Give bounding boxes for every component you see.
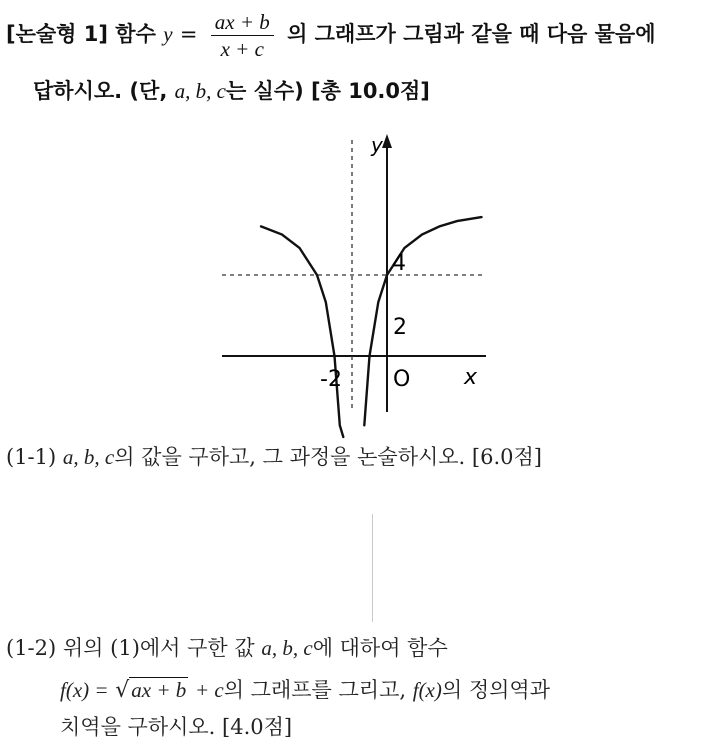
problem-tag: [논술형 1]	[6, 22, 108, 46]
function-var: y	[163, 22, 173, 46]
question-1-2-text-a: 위의 (1)에서 구한 값	[62, 636, 255, 660]
fraction-denominator: x + c	[220, 36, 264, 61]
question-1-1-text: 의 값을 구하고, 그 과정을 논술하시오. [6.0점]	[114, 445, 542, 469]
answer-space-divider	[372, 514, 373, 622]
x-axis-label: x	[464, 365, 478, 390]
question-1-2-line2-b: 의 정의역과	[441, 678, 550, 702]
y-axis-arrow-icon	[382, 134, 392, 148]
y-axis-label: y	[371, 133, 383, 157]
question-1-2-text-b: 에 대하여 함수	[312, 636, 448, 660]
f-plus-c: + c	[194, 678, 224, 702]
f-lhs: f(x) =	[60, 678, 109, 702]
question-1-2-line1	[6, 633, 448, 663]
arrowheads	[382, 134, 392, 148]
tick-label-2: 2	[393, 315, 407, 340]
graph-axes	[222, 142, 486, 412]
tick-label-4: 4	[392, 251, 406, 276]
question-1-2-fx: f(x)	[412, 678, 442, 702]
line2-text-b: 는 실수) [총 10.0점]	[225, 79, 430, 103]
fraction-numerator: ax + b	[211, 9, 274, 36]
line2-vars: a, b, c	[174, 79, 226, 103]
problem-rest: 의 그래프가 그림과 같을 때 다음 물음에	[287, 22, 656, 46]
asymptotes	[222, 140, 484, 412]
question-1-2-line3	[60, 712, 292, 742]
hyperbola-left-branch	[261, 226, 343, 437]
question-1-2-line2-a: 의 그래프를 그리고,	[223, 678, 407, 702]
question-1-1	[6, 442, 542, 472]
sqrt-symbol-icon: √	[115, 678, 130, 703]
question-1-2-vars: a, b, c	[261, 636, 313, 660]
tick-label-neg2: -2	[320, 367, 342, 392]
question-1-2-line2	[60, 674, 550, 707]
sqrt-argument: ax + b	[131, 678, 187, 702]
question-1-1-vars: a, b, c	[62, 445, 115, 469]
line2-text-a: 답하시오. (단,	[33, 79, 168, 103]
question-1-1-number: (1-1)	[6, 445, 57, 469]
equals-sign: =	[179, 22, 198, 46]
problem-lead: 함수	[115, 22, 156, 46]
question-1-2-line3-text: 치역을 구하시오. [4.0점]	[60, 715, 293, 739]
hyperbola-curves	[261, 217, 482, 437]
question-1-2-number: (1-2)	[6, 636, 57, 660]
hyperbola-right-branch	[364, 217, 481, 425]
origin-label: O	[393, 367, 411, 392]
